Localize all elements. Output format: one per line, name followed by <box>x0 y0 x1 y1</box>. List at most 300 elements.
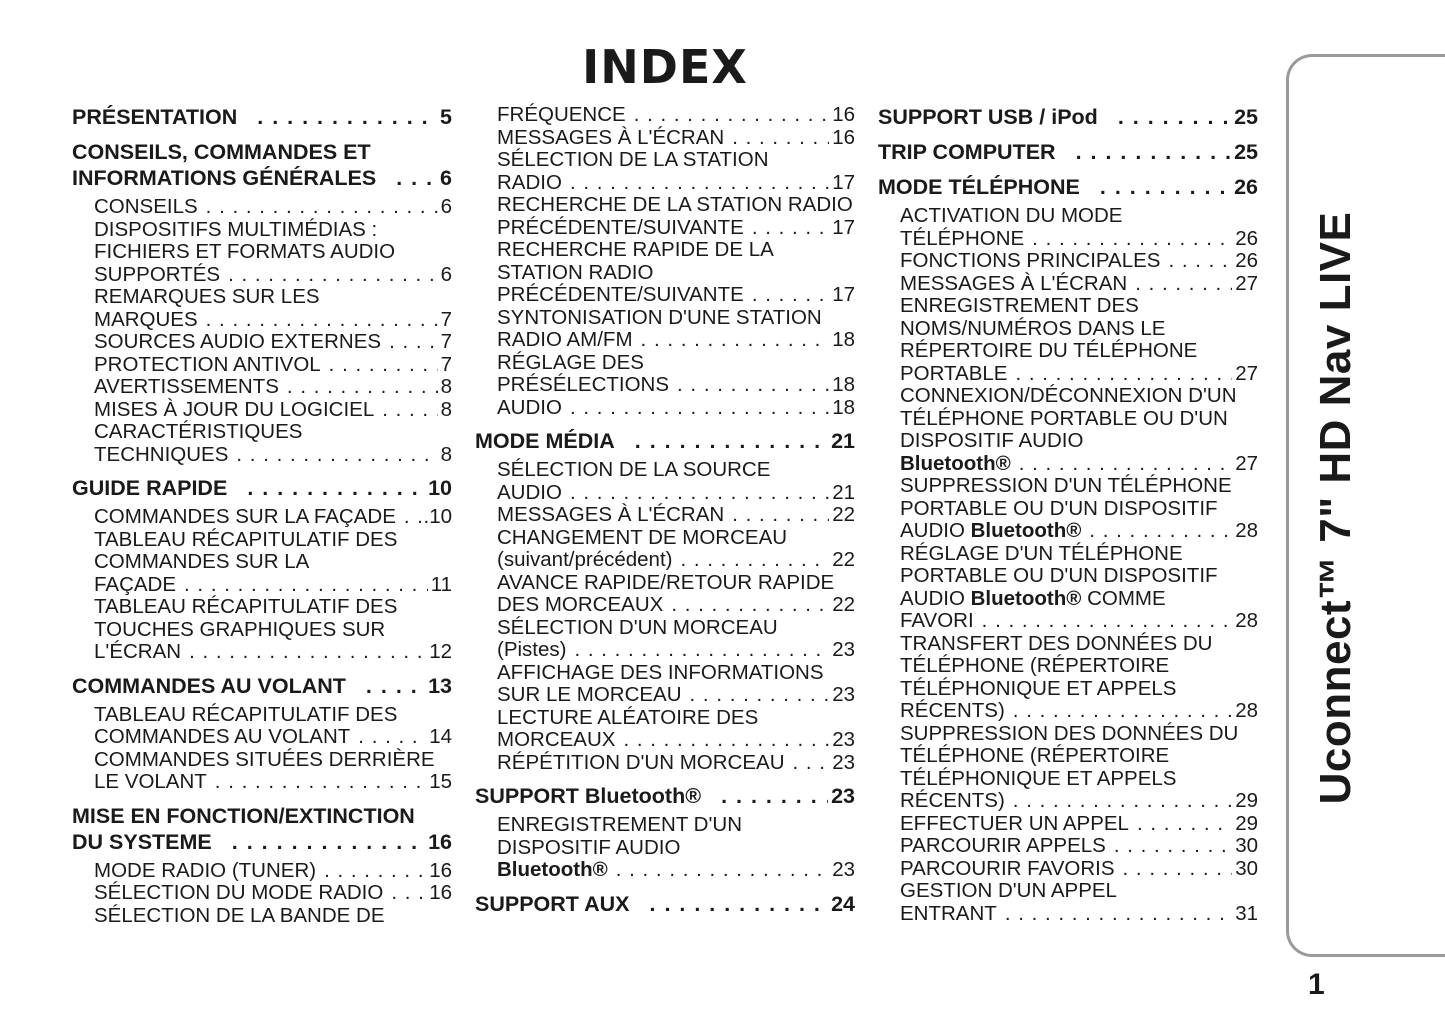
entry-text-line: ENREGISTREMENT D'UN <box>497 813 742 836</box>
entry-label <box>94 860 316 883</box>
index-entry[interactable] <box>878 205 1258 250</box>
dot-leader <box>570 172 829 195</box>
entry-text-line: GESTION D'UN APPEL <box>900 879 1117 902</box>
index-entry[interactable] <box>72 905 452 928</box>
entry-text-part: (suivant/précédent) <box>497 548 673 571</box>
dot-leader <box>404 506 421 529</box>
entry-line <box>497 284 855 307</box>
index-column-2 <box>475 104 855 917</box>
entry-text-part: AUDIO <box>497 480 562 504</box>
entry-text-part: AVERTISSEMENTS <box>94 375 279 398</box>
entry-label <box>497 284 744 307</box>
index-entry[interactable] <box>475 127 855 150</box>
index-heading[interactable] <box>878 104 1258 130</box>
entry-line <box>94 354 452 377</box>
entry-label <box>497 482 562 505</box>
entry-text-line: AVANCE RAPIDE/RETOUR RAPIDE <box>497 570 835 594</box>
bluetooth-brand-text: Bluetooth® <box>970 519 1082 542</box>
index-entry[interactable] <box>878 633 1258 723</box>
page-ref: 23 <box>832 858 855 881</box>
entry-label <box>497 752 785 775</box>
entry-line <box>475 783 855 809</box>
entry-text-part: MORCEAUX <box>497 728 616 751</box>
entry-line <box>900 858 1258 881</box>
entry-text-line: TÉLÉPHONIQUE ET APPELS <box>900 676 1177 700</box>
page-ref: 17 <box>832 283 855 306</box>
entry-line <box>900 520 1258 543</box>
page-ref: 21 <box>831 429 855 453</box>
entry-line <box>94 399 452 422</box>
index-entry[interactable] <box>878 273 1258 296</box>
entry-line <box>900 273 1258 296</box>
page-ref: 15 <box>429 770 452 793</box>
bluetooth-brand-text: Bluetooth® <box>970 586 1082 610</box>
page-ref: 16 <box>428 829 452 854</box>
entry-line <box>475 428 855 454</box>
entry-label <box>900 273 1127 296</box>
entry-text-part: (Pistes) <box>497 638 567 661</box>
entry-text-part: TÉLÉPHONE <box>900 226 1025 250</box>
index-entry[interactable] <box>878 880 1258 925</box>
entry-text-part: RÉPÉTITION D'UN MORCEAU <box>497 750 785 774</box>
entry-label <box>497 374 669 397</box>
entry-line <box>900 835 1258 858</box>
entry-text-line <box>900 588 1258 611</box>
dot-leader <box>1135 273 1232 296</box>
entry-text-part: GUIDE RAPIDE <box>72 476 228 500</box>
entry-text-part: SUPPORT USB / iPod <box>878 105 1098 129</box>
entry-line <box>72 165 452 191</box>
entry-label <box>475 428 615 454</box>
entry-label <box>94 726 350 749</box>
index-entry[interactable] <box>72 860 452 883</box>
entry-label <box>878 174 1080 200</box>
entry-label <box>475 891 630 917</box>
entry-line <box>497 374 855 397</box>
page-ref: 8 <box>440 397 452 421</box>
page-ref: 18 <box>832 373 855 396</box>
entry-text-part: AUDIO <box>900 519 971 542</box>
entry-text-part: SUPPORT Bluetooth® <box>475 784 702 808</box>
index-entry[interactable] <box>878 385 1258 475</box>
entry-line <box>497 684 855 707</box>
entry-text-part: CONSEILS <box>94 195 198 218</box>
entry-text-part: RÉCENTS) <box>900 699 1005 722</box>
page-ref: 13 <box>428 673 452 698</box>
entry-line <box>900 228 1258 251</box>
page-ref: 22 <box>832 503 855 526</box>
dot-leader <box>184 574 428 597</box>
entry-line <box>900 610 1258 633</box>
entry-line <box>94 264 452 287</box>
dot-leader <box>616 859 829 882</box>
index-entry[interactable] <box>878 543 1258 633</box>
index-entry[interactable] <box>72 749 452 794</box>
entry-text-line: TABLEAU RÉCAPITULATIF DES <box>94 702 398 726</box>
index-entry[interactable] <box>475 149 855 194</box>
index-heading[interactable] <box>72 475 452 501</box>
index-entry[interactable] <box>72 529 452 597</box>
entry-text-line: TÉLÉPHONIQUE ET APPELS <box>900 766 1177 790</box>
entry-text-line: TÉLÉPHONE (RÉPERTOIRE <box>900 744 1170 767</box>
index-entry[interactable] <box>475 814 855 882</box>
dot-leader <box>635 428 828 454</box>
page-ref: 16 <box>832 103 855 126</box>
dot-leader <box>189 641 426 664</box>
entry-text-part: RADIO AM/FM <box>497 328 633 351</box>
page-ref: 8 <box>440 375 452 398</box>
entry-label <box>94 376 279 399</box>
entry-text-line: MISE EN FONCTION/EXTINCTION <box>72 803 415 828</box>
index-entry[interactable] <box>475 307 855 352</box>
entry-text-line: LECTURE ALÉATOIRE DES <box>497 705 759 729</box>
entry-text-line: TRANSFERT DES DONNÉES DU <box>900 631 1213 655</box>
entry-text-part: FRÉQUENCE <box>497 103 626 126</box>
entry-text-line: SÉLECTION DE LA BANDE DE <box>94 903 385 927</box>
entry-label <box>475 783 701 809</box>
dot-leader <box>1123 858 1233 881</box>
entry-line <box>72 104 452 130</box>
index-heading[interactable] <box>475 891 855 917</box>
entry-line <box>497 594 855 617</box>
dot-leader <box>641 329 830 352</box>
index-heading[interactable] <box>475 428 855 454</box>
entry-text-part: SUPPORTÉS <box>94 262 221 286</box>
index-heading[interactable] <box>72 803 452 855</box>
entry-text-line: RÉPERTOIRE DU TÉLÉPHONE <box>900 339 1198 362</box>
index-entry[interactable] <box>878 813 1258 836</box>
index-entry[interactable] <box>878 475 1258 543</box>
index-entry[interactable] <box>72 882 452 905</box>
entry-text-line: COMMANDES SITUÉES DERRIÈRE <box>94 747 435 771</box>
index-entry[interactable] <box>72 219 452 287</box>
entry-label <box>94 444 228 467</box>
entry-text-line: CONNEXION/DÉCONNEXION D'UN <box>900 384 1237 407</box>
dot-leader <box>752 217 829 240</box>
entry-line <box>94 726 452 749</box>
dot-leader <box>1032 228 1232 251</box>
entry-line <box>900 453 1258 476</box>
entry-text-part: INFORMATIONS GÉNÉRALES <box>72 166 377 190</box>
index-column-3 <box>878 104 1258 925</box>
entry-line <box>900 700 1258 723</box>
entry-line <box>94 574 452 597</box>
entry-text-part: TECHNIQUES <box>94 442 229 466</box>
index-entry[interactable] <box>878 723 1258 813</box>
dot-leader <box>677 374 829 397</box>
dot-leader <box>732 504 829 527</box>
dot-leader <box>391 882 426 905</box>
dot-leader <box>228 264 438 287</box>
entry-label <box>72 104 237 130</box>
entry-text-line: STATION RADIO <box>497 260 654 284</box>
dot-leader <box>1168 250 1232 273</box>
entry-label <box>94 882 383 905</box>
entry-text-part: AUDIO <box>900 586 971 610</box>
entry-label <box>900 453 1011 476</box>
entry-label <box>94 641 181 664</box>
index-heading[interactable] <box>475 783 855 809</box>
entry-text-part: PRÉCÉDENTE/SUIVANTE <box>497 215 744 239</box>
page-ref: 26 <box>1235 249 1258 272</box>
page-ref: 7 <box>440 330 452 353</box>
dot-leader <box>721 783 828 809</box>
entry-label <box>497 684 682 707</box>
entry-line <box>497 127 855 150</box>
dot-leader <box>1076 139 1231 165</box>
entry-line <box>497 639 855 662</box>
entry-text-part: MODE RADIO (TUNER) <box>94 858 317 882</box>
entry-line <box>497 482 855 505</box>
page-ref: 23 <box>832 638 855 661</box>
entry-text-part: SUPPORT AUX <box>475 891 630 916</box>
entry-text-line: REMARQUES SUR LES <box>94 285 320 308</box>
entry-label <box>878 104 1098 130</box>
entry-line <box>878 174 1258 200</box>
page-number: 1 <box>1308 968 1325 1001</box>
entry-label <box>900 363 1007 386</box>
page-ref: 10 <box>428 476 452 500</box>
entry-text-part: MODE TÉLÉPHONE <box>878 175 1080 199</box>
entry-text-part: LE VOLANT <box>94 770 207 793</box>
entry-text-part: SOURCES AUDIO EXTERNES <box>94 330 382 353</box>
index-entry[interactable] <box>72 331 452 354</box>
entry-line <box>94 771 452 794</box>
entry-line <box>497 217 855 240</box>
page-ref: 27 <box>1235 271 1258 295</box>
page-ref: 5 <box>440 105 452 129</box>
dot-leader <box>232 829 425 855</box>
dot-leader <box>650 891 829 917</box>
dot-leader <box>752 284 829 307</box>
index-heading[interactable] <box>72 104 452 130</box>
entry-line <box>497 104 855 127</box>
entry-text-line: SÉLECTION DE LA STATION <box>497 148 769 171</box>
index-entry[interactable] <box>878 250 1258 273</box>
index-entry[interactable] <box>475 352 855 397</box>
entry-label <box>72 829 212 855</box>
index-entry[interactable] <box>475 527 855 572</box>
page-ref: 21 <box>832 480 855 504</box>
entry-line <box>94 376 452 399</box>
entry-text-line: DISPOSITIF AUDIO <box>497 835 681 859</box>
page-ref: 25 <box>1234 140 1258 164</box>
entry-text-line: CARACTÉRISTIQUES <box>94 420 303 443</box>
entry-text-part: EFFECTUER UN APPEL <box>900 811 1129 835</box>
page-ref: 26 <box>1235 226 1258 250</box>
page-ref: 28 <box>1235 609 1258 632</box>
page-ref: 30 <box>1235 834 1258 857</box>
entry-label <box>72 475 227 501</box>
entry-text-part: TRIP COMPUTER <box>878 140 1056 164</box>
page-title: INDEX <box>582 40 748 94</box>
entry-text-line: DISPOSITIFS MULTIMÉDIAS : <box>94 217 378 241</box>
index-entry[interactable] <box>475 617 855 662</box>
dot-leader <box>634 104 829 127</box>
entry-text-part: L'ÉCRAN <box>94 640 182 663</box>
entry-label <box>900 790 1005 813</box>
entry-label <box>497 859 608 882</box>
entry-text-line: SUPPRESSION DES DONNÉES DU <box>900 721 1239 745</box>
index-entry[interactable] <box>878 835 1258 858</box>
page-ref: 22 <box>832 593 855 616</box>
entry-text-line: PORTABLE OU D'UN DISPOSITIF <box>900 496 1218 520</box>
entry-line <box>900 790 1258 813</box>
index-heading[interactable] <box>72 139 452 191</box>
entry-line <box>94 331 452 354</box>
entry-text-line: COMMANDES SUR LA <box>94 550 310 573</box>
page-ref: 30 <box>1235 856 1258 880</box>
index-heading[interactable] <box>878 139 1258 165</box>
entry-label <box>900 250 1160 273</box>
entry-label <box>497 729 615 752</box>
entry-text-part: MESSAGES À L'ÉCRAN <box>497 125 725 149</box>
dot-leader <box>1137 813 1232 836</box>
page-ref: 17 <box>832 215 855 239</box>
index-entry[interactable] <box>878 858 1258 881</box>
entry-text-part: PRÉSENTATION <box>72 105 238 129</box>
index-entry[interactable] <box>475 104 855 127</box>
entry-text-part: MISES À JOUR DU LOGICIEL <box>94 397 375 421</box>
dot-leader <box>570 397 829 420</box>
entry-label <box>497 104 626 127</box>
index-entry[interactable] <box>72 399 452 422</box>
entry-text-part: RÉCENTS) <box>900 789 1005 812</box>
page-ref: 7 <box>440 307 452 331</box>
entry-line <box>94 196 452 219</box>
page-ref: 17 <box>832 170 855 194</box>
page-ref: 18 <box>832 395 855 419</box>
entry-text-line: TABLEAU RÉCAPITULATIF DES <box>94 595 398 618</box>
entry-text-line: SÉLECTION DE LA SOURCE <box>497 458 771 481</box>
index-entry[interactable] <box>72 286 452 331</box>
entry-text-part: PRÉSÉLECTIONS <box>497 373 670 396</box>
entry-text-part: DES MORCEAUX <box>497 593 664 616</box>
page-ref: 26 <box>1234 175 1258 199</box>
dot-leader <box>732 127 829 150</box>
index-entry[interactable] <box>475 397 855 420</box>
dot-leader <box>236 444 437 467</box>
entry-text-part: PORTABLE <box>900 361 1008 385</box>
entry-text-part: MESSAGES À L'ÉCRAN <box>497 503 725 526</box>
entry-line <box>497 329 855 352</box>
dot-leader <box>671 594 829 617</box>
index-column-1 <box>72 104 452 927</box>
entry-line <box>72 673 452 699</box>
page-ref: 25 <box>1234 105 1258 129</box>
dot-leader <box>324 860 426 883</box>
entry-label <box>900 700 1005 723</box>
entry-label <box>900 858 1115 881</box>
entry-text-part: PARCOURIR FAVORIS <box>900 856 1115 880</box>
entry-text-part: PARCOURIR APPELS <box>900 834 1106 857</box>
index-entry[interactable] <box>72 354 452 377</box>
entry-label <box>497 217 744 240</box>
entry-text-part: COMMANDES SUR LA FAÇADE <box>94 505 396 528</box>
index-entry[interactable] <box>72 596 452 664</box>
index-entry[interactable] <box>475 239 855 307</box>
page-ref: 27 <box>1235 361 1258 385</box>
entry-line <box>497 504 855 527</box>
index-entry[interactable] <box>72 376 452 399</box>
entry-line <box>878 104 1258 130</box>
side-title: Uconnect™ 7" HD Nav LIVE <box>1311 211 1360 805</box>
dot-leader <box>1015 363 1232 386</box>
entry-text-line: PORTABLE OU D'UN DISPOSITIF <box>900 564 1218 587</box>
index-entry[interactable] <box>475 707 855 752</box>
index-entry[interactable] <box>475 752 855 775</box>
entry-label <box>497 549 672 572</box>
dot-leader <box>206 309 438 332</box>
page-ref: 16 <box>429 858 452 882</box>
entry-line <box>94 882 452 905</box>
entry-text-part: PROTECTION ANTIVOL <box>94 352 321 376</box>
entry-label <box>900 520 1081 543</box>
bluetooth-brand-text: Bluetooth® <box>497 858 608 881</box>
index-heading[interactable] <box>878 174 1258 200</box>
page-ref: 22 <box>832 548 855 571</box>
index-entry[interactable] <box>72 506 452 529</box>
entry-text-part: PRÉCÉDENTE/SUIVANTE <box>497 283 744 306</box>
entry-label <box>900 813 1129 836</box>
index-entry[interactable] <box>72 704 452 749</box>
entry-label <box>94 771 207 794</box>
page-ref: 7 <box>440 352 452 376</box>
index-heading[interactable] <box>72 673 452 699</box>
index-entry[interactable] <box>72 421 452 466</box>
index-entry[interactable] <box>475 504 855 527</box>
page-ref: 28 <box>1235 519 1258 542</box>
entry-text-part: MESSAGES À L'ÉCRAN <box>900 271 1128 295</box>
entry-label <box>94 309 198 332</box>
index-entry[interactable] <box>475 459 855 504</box>
entry-line <box>497 859 855 882</box>
entry-label <box>497 397 562 420</box>
dot-leader <box>1013 700 1232 723</box>
entry-text-line: RÉGLAGE DES <box>497 350 644 374</box>
entry-line <box>94 860 452 883</box>
dot-leader <box>206 196 438 219</box>
entry-text-line: SUPPRESSION D'UN TÉLÉPHONE <box>900 474 1232 497</box>
dot-leader <box>690 684 830 707</box>
index-entry[interactable] <box>72 196 452 219</box>
dot-leader <box>257 104 437 130</box>
page-ref: 12 <box>429 640 452 663</box>
entry-text-line: DISPOSITIF AUDIO <box>900 429 1084 452</box>
entry-line <box>900 813 1258 836</box>
entry-label <box>900 228 1024 251</box>
index-entry[interactable] <box>475 572 855 617</box>
entry-text-part: RADIO <box>497 170 562 194</box>
entry-text-line: TOUCHES GRAPHIQUES SUR <box>94 617 386 641</box>
entry-text-line: FICHIERS ET FORMATS AUDIO <box>94 240 396 263</box>
entry-text-part: COMMANDES AU VOLANT <box>94 725 351 748</box>
index-entry[interactable] <box>475 194 855 239</box>
index-entry[interactable] <box>475 662 855 707</box>
entry-line <box>497 729 855 752</box>
entry-text-part: COMMANDES AU VOLANT <box>72 673 346 698</box>
dot-leader <box>215 771 426 794</box>
entry-line <box>497 752 855 775</box>
dot-leader <box>329 354 438 377</box>
entry-label <box>94 399 374 422</box>
page-ref: 23 <box>831 784 855 808</box>
dot-leader <box>1005 903 1232 926</box>
entry-line <box>72 475 452 501</box>
entry-label <box>878 139 1056 165</box>
index-entry[interactable] <box>878 295 1258 385</box>
entry-label <box>900 903 997 926</box>
